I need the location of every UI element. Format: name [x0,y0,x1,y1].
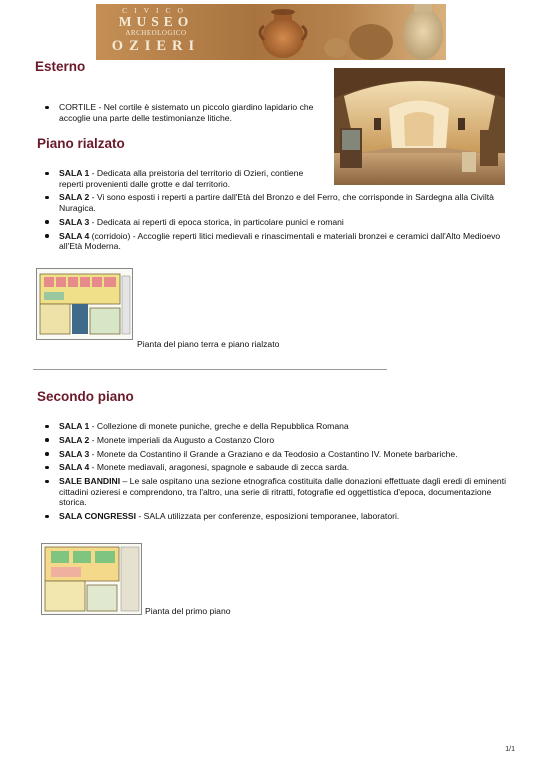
item-label: SALA 2 [59,192,90,203]
banner-archeologico: ARCHEOLOGICO [125,29,187,37]
item-label: SALA 2 [59,434,90,445]
section-divider [33,369,387,370]
list-item-sale-bandini [37,476,515,508]
floor-plan-first-image [41,543,142,615]
list-item-sala-2 [37,435,515,446]
item-label: SALA 4 [59,230,90,241]
item-text: - SALA utilizzata per conferenze, esposizioni temporanee, laboratori. [136,511,400,522]
list-item-sala-2 [37,192,517,213]
item-text: - Collezione di monete puniche, greche e della Repubblica Romana [89,421,349,431]
item-label: SALA CONGRESSI [59,511,137,522]
list-item-sala-4 [37,231,517,252]
caption-floor-plan-first: Pianta del primo piano [145,606,231,616]
item-text: CORTILE - Nel cortile è sistemato un piccolo giardino lapidario che accoglie una parte delle testimonianze litiche. [59,102,314,123]
item-text: - Dedicata alla preistoria del territorio di Ozieri, contiene reperti provenienti dalle grotte e dal territorio. [59,168,304,189]
item-label: SALA 1 [59,168,90,178]
item-text: - Monete da Costantino il Grande a Graziano e da Teodosio a Costantino IV. Monete barbariche. [89,448,458,459]
banner-civico: CIVICO [122,6,190,15]
item-label: SALA 3 [59,448,90,459]
item-text: - Monete mediavali, aragonesi, spagnole e sabaude di zecca sarda. [89,462,350,473]
list-item-cortile [37,102,329,123]
item-text: - Dedicata ai reperti di epoca storica, in particolare punici e romani [89,216,344,227]
list-item-sala-1 [37,168,309,189]
list-item-sala-congressi [37,511,515,522]
heading-secondo-piano: Secondo piano [37,389,134,404]
item-text: - Monete imperiali da Augusto a Costanzo Cloro [89,434,275,445]
page-number: 1/1 [505,746,515,753]
heading-piano-rialzato: Piano rialzato [37,136,125,151]
banner-title [106,6,206,54]
list-esterno [37,102,329,126]
list-item-sala-1 [37,421,515,432]
museum-banner [96,4,446,60]
banner-ozieri: OZIERI [111,38,201,54]
item-label: SALA 3 [59,216,90,227]
item-label: SALE BANDINI [59,476,121,487]
list-item-sala-3 [37,449,515,460]
list-piano-rialzato [37,168,517,255]
banner-museo: MUSEO [118,14,194,29]
caption-floor-plan-ground: Pianta del piano terra e piano rialzato [137,339,280,349]
item-text: - Vi sono esposti i reperti a partire dall'Età del Bronzo e del Ferro, che corrisponde in Sardegna alla Civiltà Nuragica. [59,192,494,213]
item-label: SALA 4 [59,462,90,473]
list-item-sala-4 [37,462,515,473]
list-item-sala-3 [37,217,517,228]
list-secondo-piano [37,421,515,525]
item-text: – Le sale ospitano una sezione etnografica costituita dalle donazioni effettuate dagli eredi di eminenti cittadini ozieresi e comprendono, tra l'altro, una serie di ritratti, fotografie ed oggettistica d'epoca, documentazione storica. [59,476,506,508]
heading-esterno: Esterno [35,59,86,74]
item-label: SALA 1 [59,421,90,431]
item-text: (corridoio) - Accoglie reperti litici medievali e rinascimentali e materiali bronzei e ceramici dall'Alto Medioevo all'Età Moderna. [59,230,501,252]
floor-plan-ground-image [36,268,133,340]
